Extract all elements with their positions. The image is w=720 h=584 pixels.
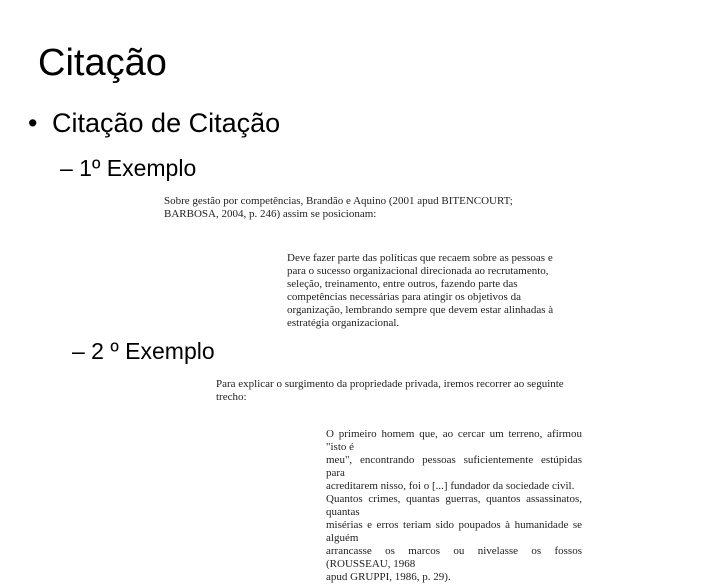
example-2-intro [216, 378, 582, 404]
example-1-label: – 1º Exemplo [60, 155, 197, 181]
example-1-intro [164, 195, 598, 221]
text-line: trecho: [216, 391, 247, 403]
text-line: apud GRUPPI, 1986, p. 29). [326, 571, 451, 583]
text-line: Para explicar o surgimento da propriedade privada, iremos recorrer ao seguinte [216, 378, 564, 390]
text-line: meu", encontrando pessoas suficientemente estúpidas para [326, 454, 582, 479]
text-line: organização, lembrando sempre que devem estar alinhadas à [287, 304, 554, 316]
bullet-text: Citação de Citação [52, 108, 281, 138]
example-2-label: – 2 º Exemplo [72, 338, 215, 364]
example-2-quote [326, 428, 582, 584]
text-line: arrancasse os marcos ou nivelasse os fossos (ROUSSEAU, 1968 [326, 545, 582, 570]
bullet-item [28, 106, 280, 140]
text-line: competências necessárias para atingir os objetivos da [287, 291, 521, 303]
text-line: Quantos crimes, quantas guerras, quantos assassinatos, quantas [326, 493, 582, 518]
text-line: BARBOSA, 2004, p. 246) assim se posicionam: [164, 208, 377, 220]
bullet-symbol: • [28, 108, 38, 138]
text-line: seleção, treinamento, entre outros, fazendo parte das [287, 278, 518, 290]
text-line: O primeiro homem que, ao cercar um terreno, afirmou "isto é [326, 428, 582, 453]
slide-title: Citação [38, 42, 167, 84]
text-line: acreditarem nisso, foi o [...] fundador da sociedade civil. [326, 480, 575, 492]
text-line: para o sucesso organizacional direcionada ao recrutamento, [287, 265, 549, 277]
text-line: estratégia organizacional. [287, 317, 400, 329]
text-line: Sobre gestão por competências, Brandão e Aquino (2001 apud BITENCOURT; [164, 195, 513, 207]
example-1-quote [287, 252, 599, 330]
text-line: Deve fazer parte das políticas que recaem sobre as pessoas e [287, 252, 553, 264]
text-line: misérias e erros teriam sido poupados à humanidade se alguém [326, 519, 582, 544]
